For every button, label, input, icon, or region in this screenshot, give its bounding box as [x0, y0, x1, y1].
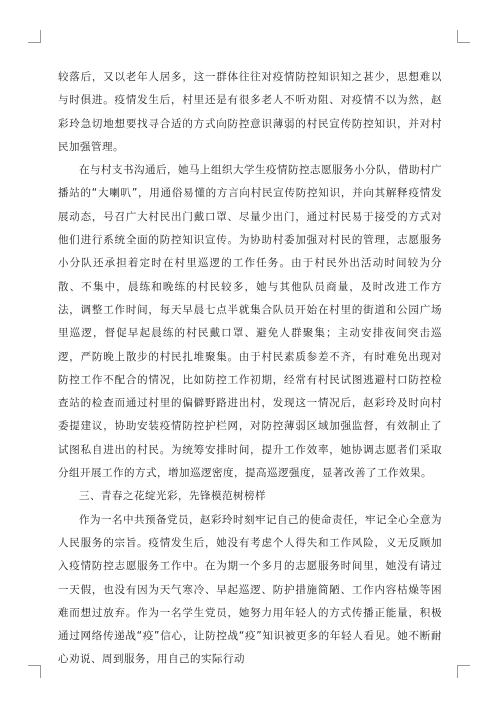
paragraph-continuation: 较落后，又以老年人居多，这一群体往往对疫情防控知识知之甚少，思想难以与时俱进。疫情发生后，村里还是有很多老人不听劝阻、对疫情不以为然，赵彩玲急切地想要找寻合适的方式向防控意识薄弱的村民宣传防控知识，并对村民加强管理。: [58, 71, 442, 153]
crop-mark-top-right: [457, 30, 470, 43]
paragraph-volunteer-team: 在与村支书沟通后，她马上组织大学生疫情防控志愿服务小分队，借助村广播站的“大喇叭”，用通俗易懂的方言向村民宣传防控知识，并向其解释疫情发展动态，号召广大村民出门戴口罩、尽量少出门，通过村民易于接受的方式对他们进行系统全面的防控知识宣传。为协助村委加强对村民的管理，志愿服务小分队还承担着定时在村里巡逻的工作任务。由于村民外出活动时间较为分散、不集中，晨练和晚练的村民较多，她与其他队员商量，及时改进工作方法，调整工作时间，每天早晨七点半就集合队员开始在村里的街道和公园广场里巡逻，督促早起晨练的村民戴口罩、避免人群聚集；主动安排夜间突击巡逻，严防晚上散步的村民扎堆聚集。由于村民素质参差不齐，有时难免出现对防控工作不配合的情况，比如防控工作初期，经常有村民试图逃避村口防控检查站的检查而通过村里的偏僻野路进出村，发现这一情况后，赵彩玲及时向村委提建议，协助安装疫情防控护栏网，对防控薄弱区域加强监督，有效制止了试图私自进出的村民。为统筹安排时间，提升工作效率，她协调志愿者们采取分组开展工作的方式，增加巡逻密度，提高巡逻强度，显著改善了工作效果。: [58, 164, 442, 480]
crop-mark-bottom-left: [28, 665, 41, 678]
crop-mark-bottom-right: [457, 665, 470, 678]
section-heading: 三、青春之花绽光彩，先锋模范树榜样: [79, 490, 266, 503]
document-body: [58, 66, 442, 672]
paragraph-party-member: 作为一名中共预备党员，赵彩玲时刻牢记自己的使命责任，牢记全心全意为人民服务的宗旨。疫情发生后，她没有考虑个人得失和工作风险，义无反顾加入疫情防控志愿服务工作中。在为期一个多月的志愿服务时间里，她没有请过一天假，也没有因为天气寒冷、早起巡逻、防护措施简陋、工作内容枯燥等困难而想过放弃。作为一名学生党员，她努力用年轻人的方式传播正能量，积极通过网络传递战“疫”信心，让防控战“疫”知识被更多的年轻人看见。她不断耐心劝说、周到服务，用自己的实际行动: [58, 513, 442, 666]
crop-mark-top-left: [28, 30, 41, 43]
